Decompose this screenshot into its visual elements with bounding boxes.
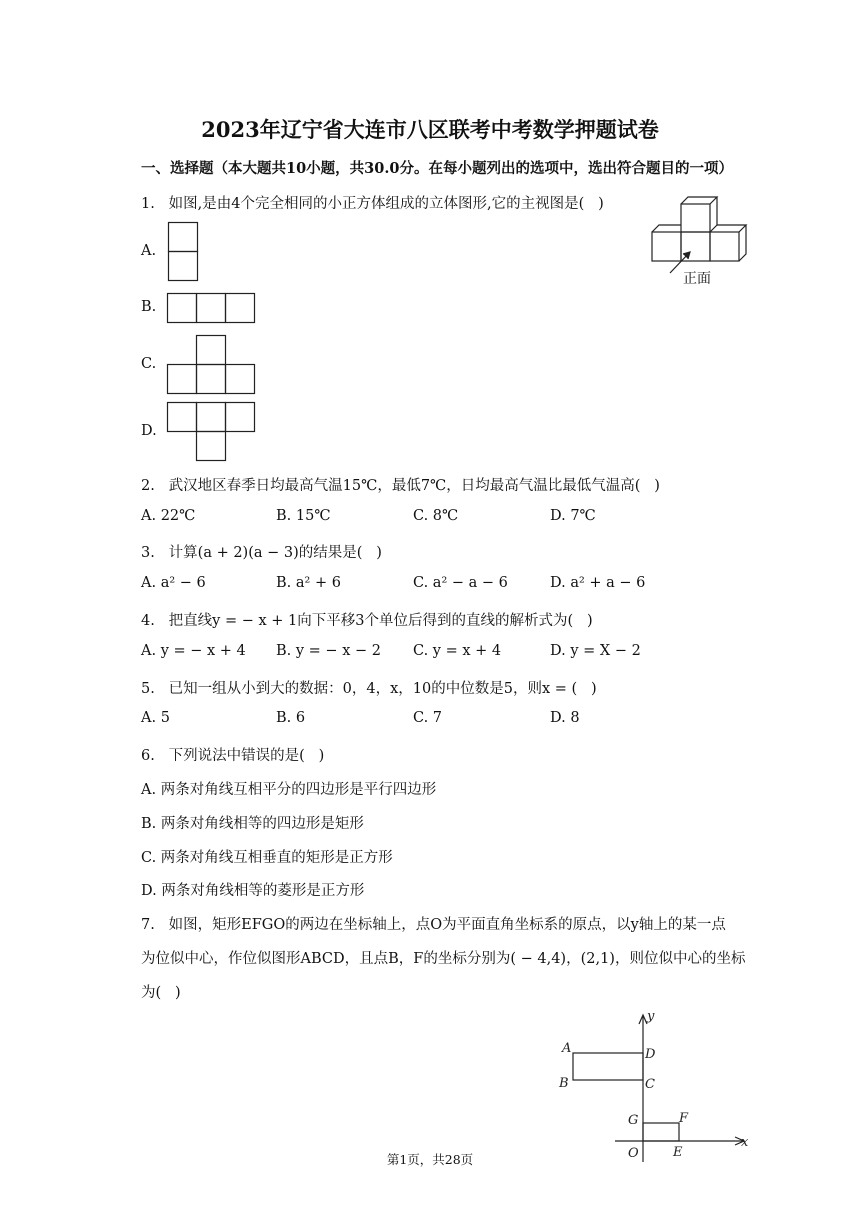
question-3-text: 3. 计算(a + 2)(a − 3)的结果是( ) — [141, 545, 382, 561]
label-y: y — [647, 1009, 655, 1024]
cube-stack-drawing — [652, 197, 746, 273]
question-7-figure — [555, 1010, 755, 1170]
q4-option-d[interactable]: D. y = X − 2 — [550, 643, 641, 659]
q3-option-d[interactable]: D. a² + a − 6 — [550, 575, 646, 591]
question-5-text: 5. 已知一组从小到大的数据：0，4，x，10的中位数是5，则x = ( ) — [141, 681, 597, 697]
question-4-text: 4. 把直线y = − x + 1向下平移3个单位后得到的直线的解析式为( ) — [141, 613, 593, 629]
q6-option-d[interactable]: D. 两条对角线相等的菱形是正方形 — [141, 883, 365, 899]
label-d: D — [645, 1047, 656, 1062]
q5-option-a[interactable]: A. 5 — [141, 710, 170, 726]
label-f: F — [679, 1111, 689, 1126]
q4-option-c[interactable]: C. y = x + 4 — [413, 643, 502, 659]
q2-option-c[interactable]: C. 8℃ — [413, 508, 459, 524]
question-7-line-2: 为位似中心，作位似图形ABCD，且点B，F的坐标分别为( − 4,4)，(2,1)，则位似中心的坐标 — [141, 951, 746, 967]
q3-option-a[interactable]: A. a² − 6 — [141, 575, 206, 591]
q5-option-d[interactable]: D. 8 — [550, 710, 580, 726]
option-b[interactable]: B. — [141, 299, 157, 315]
section-heading: 一、选择题（本大题共10小题，共30.0分。在每小题列出的选项中，选出符合题目的一项） — [141, 160, 733, 177]
page-title: 2023年辽宁省大连市八区联考中考数学押题试卷 — [201, 117, 659, 142]
option-a-figure — [168, 222, 200, 282]
option-c-figure — [167, 335, 259, 397]
figure-label-front: 正面 — [683, 271, 711, 287]
q6-option-b[interactable]: B. 两条对角线相等的四边形是矩形 — [141, 816, 364, 832]
q6-option-a[interactable]: A. 两条对角线互相平分的四边形是平行四边形 — [141, 782, 437, 798]
label-c: C — [645, 1077, 655, 1092]
q6-option-c[interactable]: C. 两条对角线互相垂直的矩形是正方形 — [141, 850, 393, 866]
label-a: A — [562, 1041, 572, 1056]
option-a[interactable]: A. — [141, 243, 157, 259]
q2-option-a[interactable]: A. 22℃ — [141, 508, 196, 524]
question-1-text: 1. 如图,是由4个完全相同的小正方体组成的立体图形,它的主视图是( ) — [141, 196, 604, 212]
q2-option-b[interactable]: B. 15℃ — [276, 508, 331, 524]
question-7-line-1: 7. 如图，矩形EFGO的两边在坐标轴上，点O为平面直角坐标系的原点，以y轴上的某一点 — [141, 917, 726, 933]
question-7-line-3: 为( ) — [141, 985, 181, 1001]
q5-option-b[interactable]: B. 6 — [276, 710, 306, 726]
q5-option-c[interactable]: C. 7 — [413, 710, 443, 726]
option-b-figure — [167, 293, 259, 325]
label-x: x — [741, 1135, 749, 1150]
page-footer: 第1页，共28页 — [386, 1152, 474, 1167]
q4-option-a[interactable]: A. y = − x + 4 — [141, 643, 246, 659]
q4-option-b[interactable]: B. y = − x − 2 — [276, 643, 381, 659]
option-d-figure — [167, 402, 259, 464]
label-b: B — [559, 1076, 569, 1091]
q2-option-d[interactable]: D. 7℃ — [550, 508, 596, 524]
label-e: E — [673, 1145, 683, 1160]
label-g: G — [628, 1113, 639, 1128]
option-d[interactable]: D. — [141, 423, 157, 439]
q3-option-c[interactable]: C. a² − a − 6 — [413, 575, 508, 591]
label-o: O — [628, 1146, 639, 1161]
question-2-text: 2. 武汉地区春季日均最高气温15℃，最低7℃，日均最高气温比最低气温高( ) — [141, 478, 660, 494]
q3-option-b[interactable]: B. a² + 6 — [276, 575, 341, 591]
question-6-text: 6. 下列说法中错误的是( ) — [141, 748, 325, 764]
option-c[interactable]: C. — [141, 356, 157, 372]
